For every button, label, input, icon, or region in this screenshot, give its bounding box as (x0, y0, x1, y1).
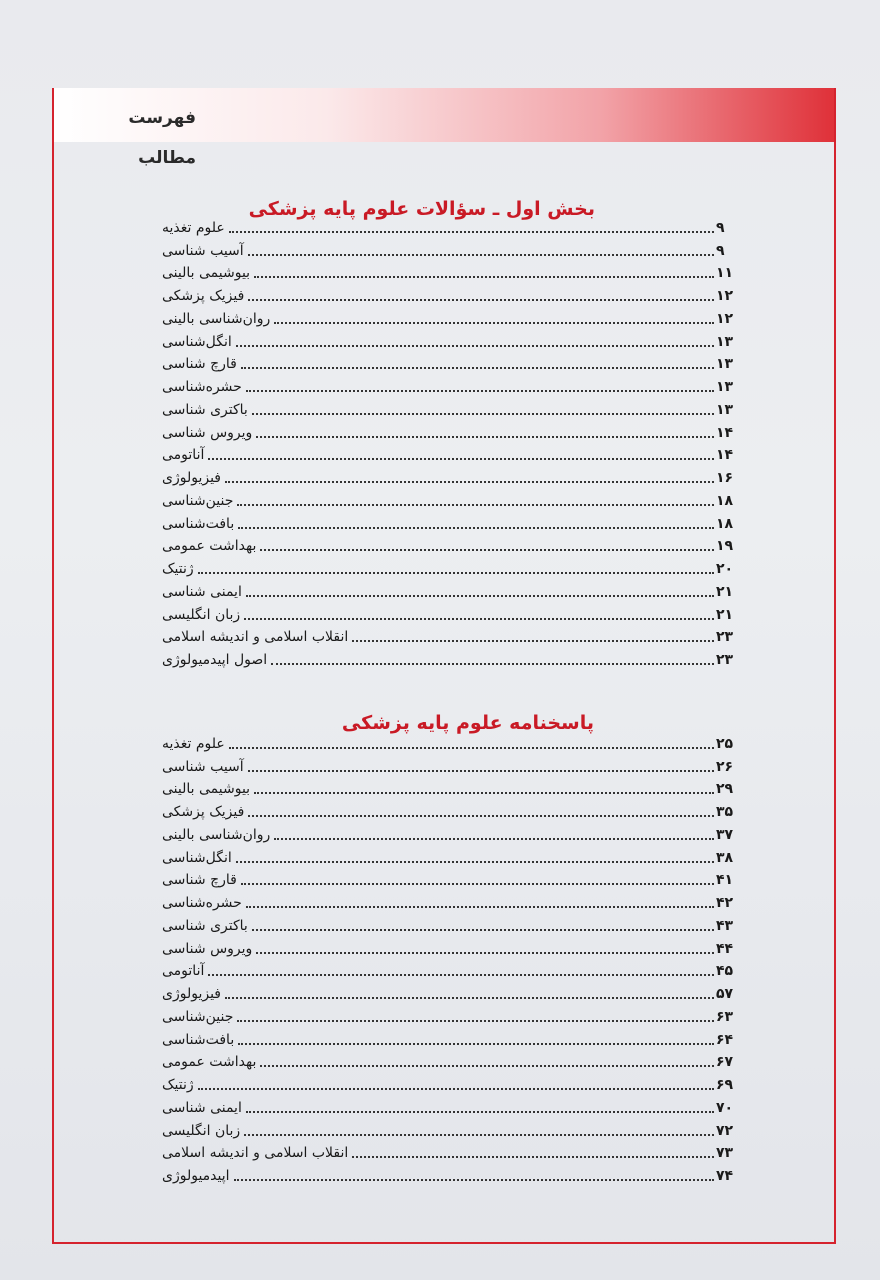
dot-leader (208, 457, 714, 460)
toc-entry-page-number: ۲۳ (716, 652, 734, 668)
toc-entry-page-number: ۶۳ (716, 1008, 734, 1025)
toc-entry[interactable] (160, 935, 742, 958)
toc-entry-page-number: ۷۰ (716, 1099, 734, 1116)
toc-entry[interactable] (160, 1162, 742, 1185)
toc-entry[interactable] (160, 776, 742, 799)
toc-entry-label: آناتومی (162, 963, 205, 980)
dot-leader (198, 571, 714, 574)
toc-entry[interactable] (160, 1140, 742, 1163)
dot-leader (252, 412, 714, 415)
toc-entry[interactable] (160, 1003, 742, 1026)
toc-entry-label: زبان انگلیسی (162, 1122, 241, 1139)
toc-entry-label: آناتومی (162, 447, 205, 464)
toc-entry-page-number: ۶۹ (716, 1077, 734, 1093)
toc-entry-label: ایمنی شناسی (162, 1099, 242, 1116)
toc-entry-label: بافت‌شناسی (162, 515, 235, 532)
toc-entry[interactable] (160, 1049, 742, 1072)
toc-entry-page-number: ۱۴ (716, 447, 734, 464)
dot-leader (352, 639, 714, 642)
dot-leader (241, 882, 714, 885)
dot-leader (198, 1087, 714, 1090)
toc-entry-label: بهداشت عمومی (162, 1054, 257, 1071)
dot-leader (238, 1042, 714, 1045)
toc-entry[interactable] (160, 730, 742, 753)
toc-entry[interactable] (160, 1071, 742, 1094)
toc-entry[interactable] (160, 282, 742, 305)
dot-leader (225, 480, 714, 483)
toc-entry-page-number: ۱۱ (716, 265, 734, 282)
toc-entry[interactable] (160, 555, 742, 578)
dot-leader (260, 548, 714, 551)
toc-entry[interactable] (160, 464, 742, 487)
dot-leader (248, 298, 714, 301)
toc-entry[interactable] (160, 1026, 742, 1049)
toc-entry[interactable] (160, 419, 742, 442)
toc-entry-page-number: ۲۹ (716, 781, 734, 798)
toc-entry-label: زبان انگلیسی (162, 606, 241, 623)
toc-entry-page-number: ۷۳ (716, 1145, 734, 1162)
toc-entry-page-number: ۳۵ (716, 804, 734, 820)
toc-entry-label: جنین‌شناسی (162, 492, 234, 509)
dot-leader (248, 769, 714, 772)
dot-leader (254, 791, 714, 794)
toc-entry-page-number: ۹ (716, 242, 725, 259)
toc-entry-label: فیزیک پزشکی (162, 804, 245, 820)
toc-entry[interactable] (160, 867, 742, 890)
toc-entry-label: اصول اپیدمیولوژی (162, 652, 268, 668)
dot-leader (238, 526, 714, 529)
toc-entry-page-number: ۷۲ (716, 1122, 734, 1139)
toc-entry-page-number: ۳۷ (716, 826, 734, 843)
toc-entry-page-number: ۴۴ (716, 940, 734, 957)
dot-leader (352, 1155, 714, 1158)
dot-leader (225, 996, 714, 999)
toc-entry-label: جنین‌شناسی (162, 1008, 234, 1025)
dot-leader (244, 1133, 714, 1136)
toc-entry-label: فیزیک پزشکی (162, 288, 245, 304)
dot-leader (229, 746, 714, 749)
toc-entry-page-number: ۴۲ (716, 895, 734, 911)
dot-leader (234, 1178, 714, 1181)
toc-entry[interactable] (160, 396, 742, 419)
section-2-title: پاسخنامه علوم پایه پزشکی (341, 712, 594, 734)
dot-leader (248, 253, 714, 256)
toc-entry-page-number: ۲۰ (716, 561, 734, 577)
toc-entry[interactable] (160, 753, 742, 776)
toc-entry-page-number: ۱۶ (716, 470, 734, 486)
toc-entry-label: انقلاب اسلامی و اندیشه اسلامی (162, 629, 349, 646)
toc-entry-page-number: ۱۲ (716, 288, 734, 304)
dot-leader (236, 344, 714, 347)
dot-leader (256, 951, 714, 954)
dot-leader (271, 662, 714, 665)
dot-leader (246, 1110, 714, 1113)
toc-entry[interactable] (160, 237, 742, 260)
dot-leader (256, 435, 714, 438)
toc-entry-page-number: ۱۳ (716, 401, 734, 418)
toc-entry-page-number: ۳۸ (716, 849, 734, 866)
dot-leader (237, 503, 714, 506)
toc-entry[interactable] (160, 958, 742, 981)
toc-entry[interactable] (160, 889, 742, 912)
toc-entry[interactable] (160, 601, 742, 624)
toc-entry-page-number: ۴۳ (716, 917, 734, 934)
toc-entry-label: انگل‌شناسی (162, 333, 232, 350)
toc-entry-page-number: ۹ (716, 219, 725, 236)
page-title: فهرست مطالب (128, 108, 196, 168)
toc-entry-label: انگل‌شناسی (162, 849, 232, 866)
toc-entry[interactable] (160, 442, 742, 465)
toc-entry-label: ژنتیک (162, 1077, 194, 1093)
toc-entry-page-number: ۶۷ (716, 1054, 734, 1071)
toc-entry-label: قارچ شناسی (162, 356, 237, 373)
toc-entry-label: بافت‌شناسی (162, 1031, 235, 1048)
toc-entry-label: روان‌شناسی بالینی (162, 826, 271, 843)
toc-entry-label: روان‌شناسی بالینی (162, 310, 271, 327)
section-1-title: بخش اول ـ سؤالات علوم پایه پزشکی (248, 198, 595, 220)
toc-entry[interactable] (160, 328, 742, 351)
toc-entry-label: ایمنی شناسی (162, 583, 242, 600)
toc-entry[interactable] (160, 578, 742, 601)
toc-entry-page-number: ۴۱ (716, 872, 734, 889)
toc-entry[interactable] (160, 351, 742, 374)
toc-entry-label: فیزیولوژی (162, 986, 221, 1002)
toc-entry-label: فیزیولوژی (162, 470, 221, 486)
toc-entry-page-number: ۱۲ (716, 310, 734, 327)
toc-entry[interactable] (160, 1117, 742, 1140)
toc-entry-label: ویروس شناسی (162, 424, 253, 441)
toc-entry[interactable] (160, 305, 742, 328)
dot-leader (248, 814, 714, 817)
toc-entry[interactable] (160, 214, 742, 237)
toc-entry-page-number: ۴۵ (716, 963, 734, 980)
dot-leader (246, 389, 714, 392)
toc-entry[interactable] (160, 260, 742, 283)
toc-entry-label: حشره‌شناسی (162, 895, 242, 911)
dot-leader (274, 837, 714, 840)
toc-entry-page-number: ۷۴ (716, 1168, 734, 1184)
dot-leader (236, 860, 714, 863)
dot-leader (246, 905, 714, 908)
toc-entry-page-number: ۱۳ (716, 356, 734, 373)
toc-entry-label: آسیب شناسی (162, 242, 244, 259)
toc-entry[interactable] (160, 533, 742, 556)
toc-entry-label: قارچ شناسی (162, 872, 237, 889)
dot-leader (208, 973, 714, 976)
dot-leader (254, 275, 714, 278)
toc-entry[interactable] (160, 373, 742, 396)
dot-leader (246, 594, 714, 597)
toc-entry[interactable] (160, 624, 742, 647)
toc-entry[interactable] (160, 510, 742, 533)
toc-entry[interactable] (160, 798, 742, 821)
dot-leader (252, 928, 714, 931)
toc-entry-label: اپیدمیولوژی (162, 1168, 230, 1184)
dot-leader (274, 321, 714, 324)
dot-leader (260, 1064, 714, 1067)
toc-entry-page-number: ۱۸ (716, 492, 734, 509)
toc-entry-page-number: ۱۴ (716, 424, 734, 441)
dot-leader (229, 230, 714, 233)
toc-entry[interactable] (160, 844, 742, 867)
toc-entry-label: حشره‌شناسی (162, 379, 242, 395)
toc-entry-label: باکتری شناسی (162, 401, 248, 418)
toc-entry-page-number: ۵۷ (716, 986, 734, 1002)
toc-entry-page-number: ۶۴ (716, 1031, 734, 1048)
toc-entry-label: آسیب شناسی (162, 758, 244, 775)
toc-section-2 (160, 730, 742, 1185)
toc-entry-label: باکتری شناسی (162, 917, 248, 934)
toc-entry[interactable] (160, 487, 742, 510)
toc-entry-label: علوم تغذیه (162, 735, 225, 752)
toc-entry-label: بیوشیمی بالینی (162, 265, 251, 282)
toc-entry-label: ژنتیک (162, 561, 194, 577)
dot-leader (237, 1019, 714, 1022)
toc-entry-label: علوم تغذیه (162, 219, 225, 236)
toc-entry-page-number: ۲۶ (716, 758, 734, 775)
toc-entry-page-number: ۲۱ (716, 606, 734, 623)
toc-entry-page-number: ۱۹ (716, 538, 734, 555)
toc-entry-page-number: ۱۸ (716, 515, 734, 532)
dot-leader (241, 366, 714, 369)
toc-entry-label: انقلاب اسلامی و اندیشه اسلامی (162, 1145, 349, 1162)
toc-entry[interactable] (160, 1094, 742, 1117)
toc-entry-page-number: ۲۵ (716, 735, 734, 752)
dot-leader (244, 617, 714, 620)
toc-entry[interactable] (160, 646, 742, 669)
toc-entry-page-number: ۲۱ (716, 583, 734, 600)
toc-entry-page-number: ۱۳ (716, 333, 734, 350)
toc-entry[interactable] (160, 821, 742, 844)
toc-entry[interactable] (160, 912, 742, 935)
toc-entry-label: بهداشت عمومی (162, 538, 257, 555)
toc-entry-page-number: ۲۳ (716, 629, 734, 646)
toc-entry-page-number: ۱۳ (716, 379, 734, 395)
toc-entry[interactable] (160, 980, 742, 1003)
toc-section-1 (160, 214, 742, 669)
toc-entry-label: بیوشیمی بالینی (162, 781, 251, 798)
toc-entry-label: ویروس شناسی (162, 940, 253, 957)
